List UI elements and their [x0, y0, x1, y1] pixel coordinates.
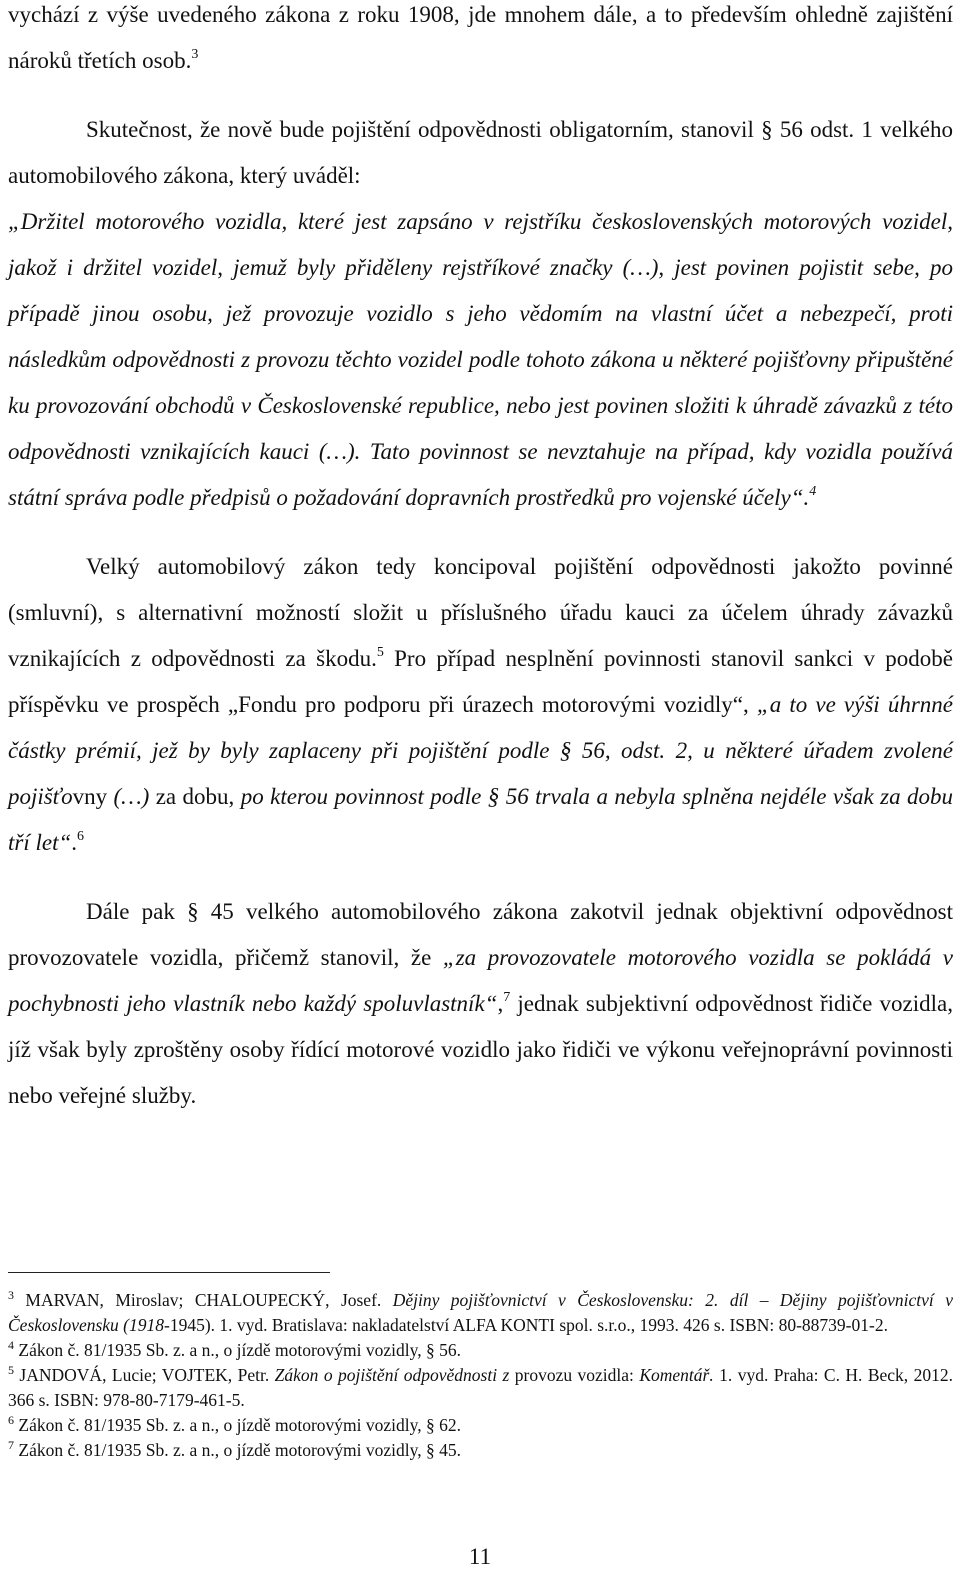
footnote-ref-3[interactable]: 3 — [191, 47, 199, 62]
footnote-ref-6[interactable]: 6 — [77, 829, 85, 844]
footnote-ref-5[interactable]: 5 — [376, 645, 384, 660]
footnote-6: $^6$ Zákon č. 81/1935 Sb. z. a n., o jízdě motorovými vozidly, § 62. — [8, 1413, 461, 1435]
footnote-5: $^5$ JANDOVÁ, Lucie; VOJTEK, Petr. Zákon o pojištění odpovědnosti z provozu vozidla: Komentář. 1. vyd. Praha: C. H. Beck, 2012. 366 s. ISBN: 978-80-7179-461-5. — [8, 1363, 953, 1410]
footnote-ref-7[interactable]: 7 — [503, 990, 511, 1005]
footnote-ref-4[interactable]: 4 — [809, 484, 817, 499]
page-number: 11 — [468, 1544, 492, 1569]
paragraph-3: Velký automobilový zákon tedy koncipoval pojištění odpovědnosti jakožto povinné (smluvní), s alternativní možností složit u příslušného úřadu kauci za účelem úhrady závazků vznikajících z odpovědnosti za škodu.$^5$ Pro případ nesplnění povinnosti stanovil sankci v podobě příspěvku ve prospěch „Fondu pro podporu při úrazech motorovými vozidly“, „a to ve výši úhrnné částky prémií, jež by byly zaplaceny při pojištění podle § 56, odst. 2, u některé úřadem zvolené pojišťovny (…) za dobu, po kterou povinnost podle § 56 trvala a nebyla splněna nejdéle však za dobu tří let“.$^6$ — [8, 554, 953, 855]
paragraph-2: Skutečnost, že nově bude pojištění odpovědnosti obligatorním, stanovil § 56 odst. 1 velkého automobilového zákona, který uváděl: — [8, 117, 953, 188]
footnotes — [8, 1288, 953, 1463]
paragraph-1: vychází z výše uvedeného zákona z roku 1908, jde mnohem dále, a to především ohledně zajištění nároků třetích osob.$^3$ — [8, 2, 953, 73]
footnote-7: $^7$ Zákon č. 81/1935 Sb. z. a n., o jízdě motorovými vozidly, § 45. — [8, 1438, 461, 1460]
quotation: „Držitel motorového vozidla, které jest zapsáno v rejstříku československých motorových vozidel, jakož i držitel vozidel, jemuž byly přiděleny rejstříkové značky (…), jest povinen pojistit sebe, po případě jinou osobu, jež provozuje vozidlo s jeho vědomím na vlastní účet a nebezpečí, proti následkům odpovědnosti z provozu těchto vozidel podle tohoto zákona u některé pojišťovny připuštěné ku provozování obchodů v Československé republice, nebo jest povinen složiti k úhradě závazků z této odpovědnosti vznikajících kauci (…). Tato povinnost se nevztahuje na případ, kdy vozidla používá státní správa podle předpisů o požadování dopravních prostředků pro vojenské účely“.$^4$ — [8, 209, 953, 510]
footnote-3: $^3$ MARVAN, Miroslav; CHALOUPECKÝ, Josef. Dějiny pojišťovnictví v Československu: 2. díl – Dějiny pojišťovnictví v Československu (1918-1945). 1. vyd. Bratislava: nakladatelství ALFA KONTI spol. s.r.o., 1993. 426 s. ISBN: 80-88739-01-2. — [8, 1288, 953, 1335]
page-body — [8, 0, 953, 1119]
footnote-4: $^4$ Zákon č. 81/1935 Sb. z. a n., o jízdě motorovými vozidly, § 56. — [8, 1338, 461, 1360]
footnote-separator — [8, 1272, 330, 1273]
paragraph-4: Dále pak § 45 velkého automobilového zákona zakotvil jednak objektivní odpovědnost provozovatele vozidla, přičemž stanovil, že „za provozovatele motorového vozidla se pokládá v pochybnosti jeho vlastník nebo každý spoluvlastník“,$^7$ jednak subjektivní odpovědnost řidiče vozidla, jíž však byly zproštěny osoby řídící motorové vozidlo jako řidiči ve výkonu veřejnoprávní povinnosti nebo veřejné služby. — [8, 899, 953, 1108]
